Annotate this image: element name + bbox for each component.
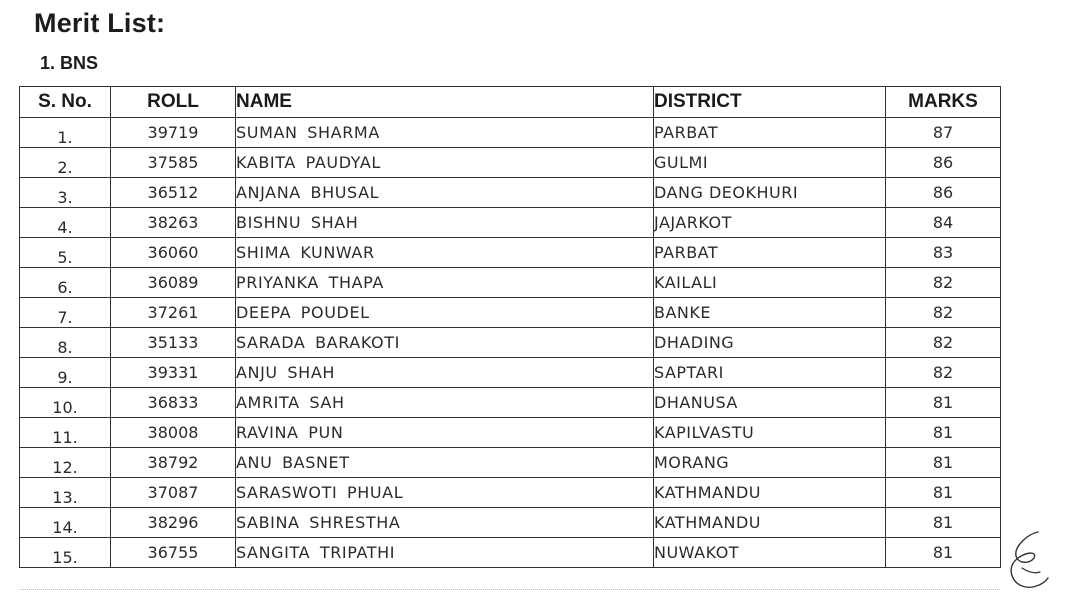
cell-marks: 82 <box>886 268 1001 298</box>
cell-roll: 38008 <box>111 418 236 448</box>
cell-marks: 82 <box>886 328 1001 358</box>
cell-district: KATHMANDU <box>654 478 886 508</box>
cell-marks: 81 <box>886 508 1001 538</box>
cell-district: NUWAKOT <box>654 538 886 568</box>
cell-sno: 5. <box>20 238 111 268</box>
cell-sno: 8. <box>20 328 111 358</box>
cell-sno: 12. <box>20 448 111 478</box>
cell-marks: 83 <box>886 238 1001 268</box>
table-row <box>20 538 1001 568</box>
cell-sno: 2. <box>20 148 111 178</box>
cell-name: ANJANA BHUSAL <box>236 178 654 208</box>
merit-list-table <box>19 86 1001 568</box>
table-row <box>20 388 1001 418</box>
cell-name: BISHNU SHAH <box>236 208 654 238</box>
cell-sno: 6. <box>20 268 111 298</box>
table-row <box>20 118 1001 148</box>
cell-sno: 7. <box>20 298 111 328</box>
cell-name: KABITA PAUDYAL <box>236 148 654 178</box>
table-row <box>20 478 1001 508</box>
cell-roll: 36060 <box>111 238 236 268</box>
cell-district: JAJARKOT <box>654 208 886 238</box>
cell-sno: 10. <box>20 388 111 418</box>
cell-district: MORANG <box>654 448 886 478</box>
cell-roll: 39331 <box>111 358 236 388</box>
cell-roll: 36833 <box>111 388 236 418</box>
cell-sno: 15. <box>20 538 111 568</box>
table-row <box>20 328 1001 358</box>
cell-marks: 84 <box>886 208 1001 238</box>
table-row <box>20 508 1001 538</box>
page-bottom-rule <box>19 589 1000 591</box>
header-district: DISTRICT <box>654 87 886 118</box>
cell-roll: 37585 <box>111 148 236 178</box>
cell-roll: 38296 <box>111 508 236 538</box>
header-marks: MARKS <box>886 87 1001 118</box>
cell-marks: 81 <box>886 478 1001 508</box>
cell-name: ANU BASNET <box>236 448 654 478</box>
cell-marks: 81 <box>886 418 1001 448</box>
cell-district: KATHMANDU <box>654 508 886 538</box>
table-header-row <box>20 87 1001 118</box>
cell-marks: 81 <box>886 388 1001 418</box>
cell-marks: 86 <box>886 148 1001 178</box>
table-row <box>20 418 1001 448</box>
table-row <box>20 448 1001 478</box>
cell-name: AMRITA SAH <box>236 388 654 418</box>
cell-name: ANJU SHAH <box>236 358 654 388</box>
cell-roll: 36755 <box>111 538 236 568</box>
cell-district: DHANUSA <box>654 388 886 418</box>
cell-roll: 36512 <box>111 178 236 208</box>
table-row <box>20 238 1001 268</box>
cell-roll: 37261 <box>111 298 236 328</box>
cell-district: GULMI <box>654 148 886 178</box>
cell-marks: 82 <box>886 358 1001 388</box>
signature-mark <box>1000 528 1062 594</box>
cell-name: DEEPA POUDEL <box>236 298 654 328</box>
cell-marks: 87 <box>886 118 1001 148</box>
cell-sno: 1. <box>20 118 111 148</box>
table-row <box>20 358 1001 388</box>
table-row <box>20 178 1001 208</box>
cell-district: PARBAT <box>654 238 886 268</box>
cell-name: SARASWOTI PHUAL <box>236 478 654 508</box>
cell-district: DANG DEOKHURI <box>654 178 886 208</box>
cell-sno: 4. <box>20 208 111 238</box>
cell-district: KAILALI <box>654 268 886 298</box>
cell-district: PARBAT <box>654 118 886 148</box>
cell-marks: 81 <box>886 448 1001 478</box>
cell-roll: 38792 <box>111 448 236 478</box>
cell-name: RAVINA PUN <box>236 418 654 448</box>
cell-name: SABINA SHRESTHA <box>236 508 654 538</box>
cell-district: SAPTARI <box>654 358 886 388</box>
cell-name: SANGITA TRIPATHI <box>236 538 654 568</box>
header-sno: S. No. <box>20 87 111 118</box>
cell-district: KAPILVASTU <box>654 418 886 448</box>
cell-name: PRIYANKA THAPA <box>236 268 654 298</box>
cell-sno: 13. <box>20 478 111 508</box>
cell-marks: 81 <box>886 538 1001 568</box>
cell-district: DHADING <box>654 328 886 358</box>
cell-roll: 37087 <box>111 478 236 508</box>
header-name: NAME <box>236 87 654 118</box>
table-row <box>20 208 1001 238</box>
table-row <box>20 268 1001 298</box>
cell-sno: 11. <box>20 418 111 448</box>
cell-name: SARADA BARAKOTI <box>236 328 654 358</box>
cell-sno: 9. <box>20 358 111 388</box>
cell-sno: 3. <box>20 178 111 208</box>
cell-district: BANKE <box>654 298 886 328</box>
page-title: Merit List: <box>34 8 166 38</box>
section-heading: 1. BNS <box>40 53 99 73</box>
cell-marks: 86 <box>886 178 1001 208</box>
header-roll: ROLL <box>111 87 236 118</box>
cell-roll: 38263 <box>111 208 236 238</box>
cell-sno: 14. <box>20 508 111 538</box>
cell-marks: 82 <box>886 298 1001 328</box>
table-row <box>20 298 1001 328</box>
cell-roll: 35133 <box>111 328 236 358</box>
cell-roll: 36089 <box>111 268 236 298</box>
cell-name: SHIMA KUNWAR <box>236 238 654 268</box>
cell-roll: 39719 <box>111 118 236 148</box>
table-row <box>20 148 1001 178</box>
cell-name: SUMAN SHARMA <box>236 118 654 148</box>
